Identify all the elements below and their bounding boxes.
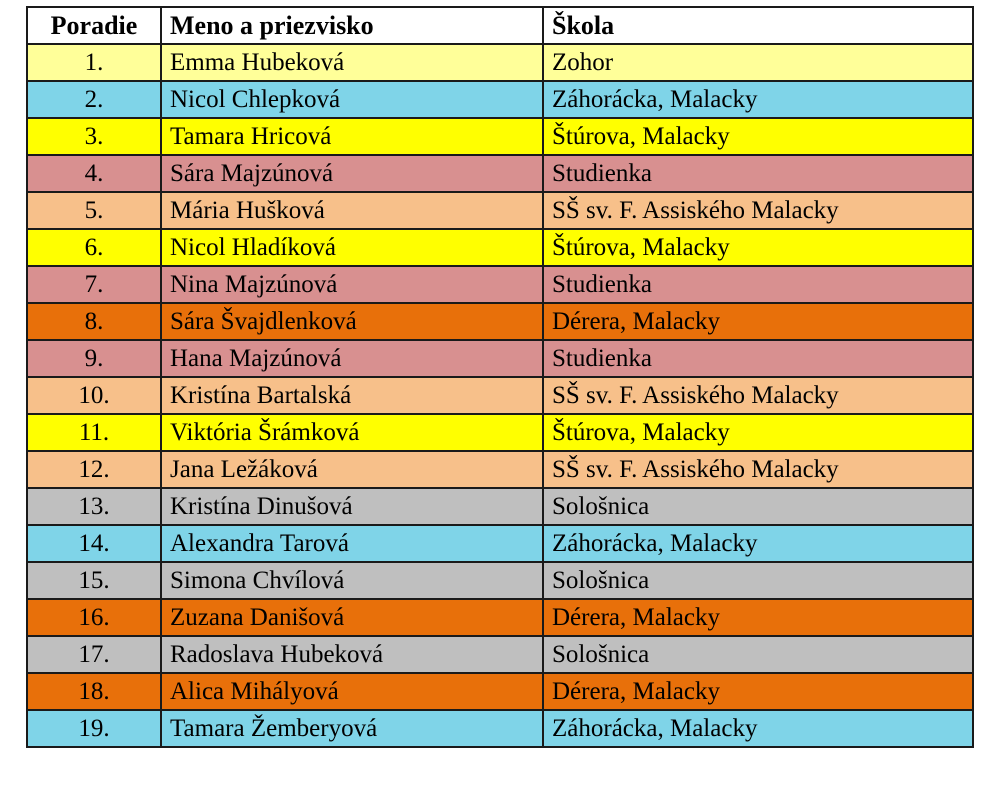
cell-rank: 2. — [27, 81, 161, 118]
table-row — [27, 192, 973, 229]
cell-name: Alexandra Tarová — [161, 525, 543, 562]
table-row — [27, 266, 973, 303]
cell-rank: 19. — [27, 710, 161, 747]
cell-rank: 3. — [27, 118, 161, 155]
cell-rank: 1. — [27, 44, 161, 81]
cell-rank: 8. — [27, 303, 161, 340]
cell-rank: 12. — [27, 451, 161, 488]
cell-name: Sára Švajdlenková — [161, 303, 543, 340]
cell-rank: 10. — [27, 377, 161, 414]
cell-school: Záhorácka, Malacky — [543, 710, 973, 747]
cell-school: Dérera, Malacky — [543, 303, 973, 340]
table-row — [27, 377, 973, 414]
cell-school: Sološnica — [543, 488, 973, 525]
cell-name: Mária Hušková — [161, 192, 543, 229]
cell-name: Nicol Hladíková — [161, 229, 543, 266]
table-row — [27, 599, 973, 636]
cell-name: Nicol Chlepková — [161, 81, 543, 118]
table-row — [27, 340, 973, 377]
cell-name: Kristína Bartalská — [161, 377, 543, 414]
cell-rank: 13. — [27, 488, 161, 525]
cell-school: Sološnica — [543, 636, 973, 673]
table-header-row — [27, 7, 973, 44]
cell-school: Záhorácka, Malacky — [543, 81, 973, 118]
cell-school: Zohor — [543, 44, 973, 81]
cell-rank: 6. — [27, 229, 161, 266]
cell-rank: 17. — [27, 636, 161, 673]
cell-name: Radoslava Hubeková — [161, 636, 543, 673]
cell-name: Viktória Šrámková — [161, 414, 543, 451]
cell-school: SŠ sv. F. Assiského Malacky — [543, 192, 973, 229]
table-row — [27, 303, 973, 340]
cell-school: Štúrova, Malacky — [543, 118, 973, 155]
column-header-rank: Poradie — [27, 7, 161, 44]
table-row — [27, 155, 973, 192]
table-row — [27, 525, 973, 562]
cell-rank: 9. — [27, 340, 161, 377]
table-row — [27, 562, 973, 599]
table-row — [27, 673, 973, 710]
table-row — [27, 488, 973, 525]
table-row — [27, 710, 973, 747]
cell-school: SŠ sv. F. Assiského Malacky — [543, 451, 973, 488]
cell-rank: 15. — [27, 562, 161, 599]
table-body — [27, 44, 973, 747]
table-row — [27, 451, 973, 488]
cell-rank: 7. — [27, 266, 161, 303]
table-row — [27, 414, 973, 451]
cell-school: Studienka — [543, 340, 973, 377]
table-row — [27, 229, 973, 266]
cell-school: Dérera, Malacky — [543, 599, 973, 636]
cell-school: Štúrova, Malacky — [543, 229, 973, 266]
cell-school: Štúrova, Malacky — [543, 414, 973, 451]
cell-name: Zuzana Danišová — [161, 599, 543, 636]
table-row — [27, 118, 973, 155]
cell-name: Emma Hubeková — [161, 44, 543, 81]
cell-rank: 14. — [27, 525, 161, 562]
cell-school: Studienka — [543, 155, 973, 192]
cell-name: Sára Majzúnová — [161, 155, 543, 192]
cell-school: SŠ sv. F. Assiského Malacky — [543, 377, 973, 414]
cell-name: Tamara Žemberyová — [161, 710, 543, 747]
table-row — [27, 81, 973, 118]
cell-school: Sološnica — [543, 562, 973, 599]
cell-name: Alica Mihályová — [161, 673, 543, 710]
cell-rank: 16. — [27, 599, 161, 636]
column-header-school: Škola — [543, 7, 973, 44]
cell-rank: 18. — [27, 673, 161, 710]
cell-name: Nina Majzúnová — [161, 266, 543, 303]
cell-rank: 4. — [27, 155, 161, 192]
column-header-name: Meno a priezvisko — [161, 7, 543, 44]
cell-school: Studienka — [543, 266, 973, 303]
cell-rank: 11. — [27, 414, 161, 451]
cell-school: Dérera, Malacky — [543, 673, 973, 710]
table-row — [27, 44, 973, 81]
cell-name: Simona Chvílová — [161, 562, 543, 599]
cell-name: Tamara Hricová — [161, 118, 543, 155]
cell-name: Kristína Dinušová — [161, 488, 543, 525]
cell-name: Hana Majzúnová — [161, 340, 543, 377]
table-header — [27, 7, 973, 44]
cell-rank: 5. — [27, 192, 161, 229]
table-row — [27, 636, 973, 673]
cell-school: Záhorácka, Malacky — [543, 525, 973, 562]
cell-name: Jana Ležáková — [161, 451, 543, 488]
results-table — [26, 6, 974, 748]
